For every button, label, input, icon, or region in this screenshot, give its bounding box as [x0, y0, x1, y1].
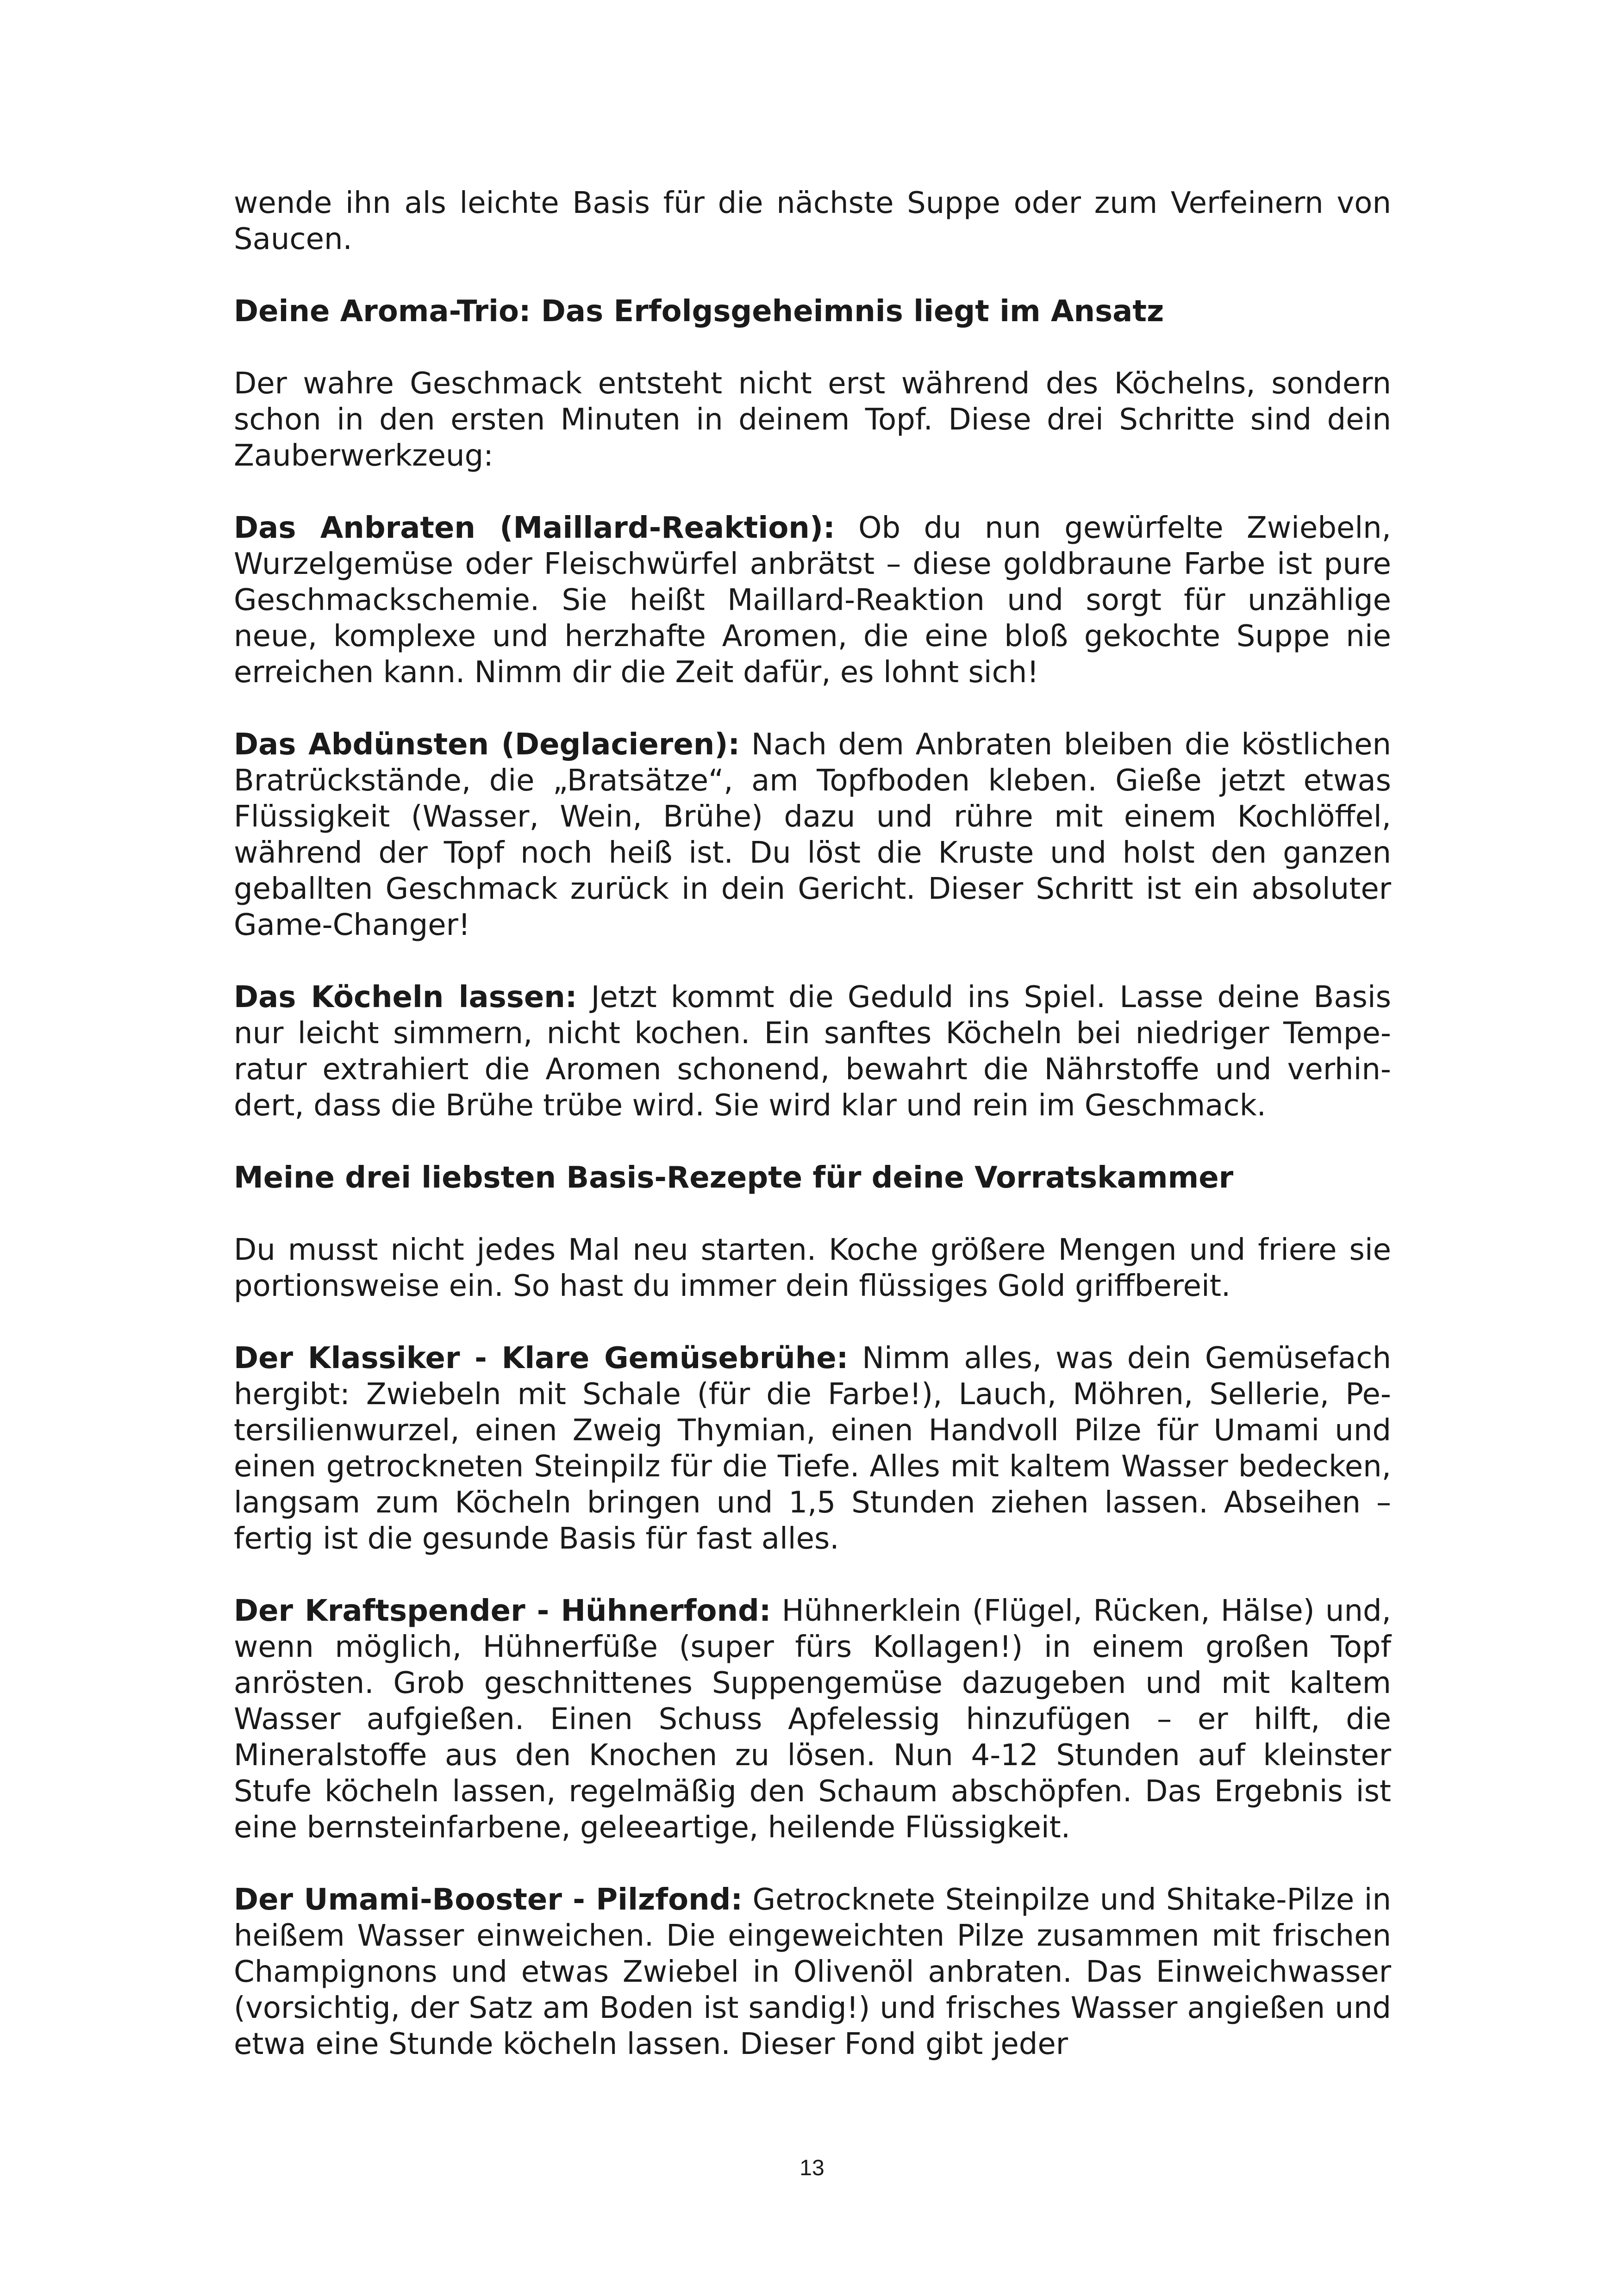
paragraph-lead: Der Kraftspender - Hühnerfond: — [234, 1594, 771, 1628]
paragraph-abduensten — [234, 727, 1391, 943]
paragraph-lead: Der Umami-Booster - Pilzfond: — [234, 1883, 743, 1917]
paragraph-body: Hühnerklein (Flügel, Rücken, Hälse) und, wenn möglich, Hühnerfüße (super fürs Kollagen!) in einem großen Topf anrösten. Grob geschnittenes Suppengemüse dazugeben und mit kaltem Wasser aufgießen. Einen Schuss Apfelessig hinzufügen – er hilft, die Mineralstoffe aus den Knochen zu lösen. Nun 4-12 Stunden auf kleinster Stufe köcheln lassen, regelmäßig den Schaum abschöpfen. Das Ergebnis ist eine bernsteinfarbene, geleeartige, heilende Flüssigkeit. — [234, 1594, 1392, 1845]
paragraph-pilzfond — [234, 1882, 1391, 2062]
continuation-paragraph: wende ihn als leichte Basis für die nächste Suppe oder zum Verfeinern von Saucen. — [234, 186, 1391, 256]
paragraph-lead: Der Klassiker - Klare Gemüsebrühe: — [234, 1341, 849, 1375]
section-heading-basis-rezepte: Meine drei liebsten Basis-Rezepte für deine Vorratskammer — [234, 1161, 1234, 1195]
section-intro-aroma-trio: Der wahre Geschmack entsteht nicht erst während des Köchelns, sondern schon in den ersten Minuten in deinem Topf. Diese drei Schritte sind dein Zauberwerkzeug: — [234, 367, 1391, 473]
paragraph-lead: Das Anbraten (Maillard-Reaktion): — [234, 511, 835, 545]
document-page — [234, 185, 1391, 2098]
section-heading-aroma-trio: Deine Aroma-Trio: Das Erfolgsgeheimnis liegt im Ansatz — [234, 294, 1164, 329]
paragraph-lead: Das Köcheln lassen: — [234, 980, 577, 1014]
paragraph-body: Nimm alles, was dein Gemüsefach hergibt: Zwiebeln mit Schale (für die Farbe!), Lauch, Möhren, Sellerie, Petersilienwurzel, einen Zweig Thymian, einen Handvoll Pilze für Umami und einen getrockneten Steinpilz für die Tiefe. Alles mit kaltem Wasser bedecken, langsam zum Köcheln bringen und 1,5 Stunden ziehen lassen. Abseihen – fertig ist die gesunde Basis für fast alles. — [234, 1341, 1392, 1556]
paragraph-huehnerfond — [234, 1593, 1391, 1846]
paragraph-lead: Das Abdünsten (Deglacieren): — [234, 728, 740, 762]
paragraph-body: Getrocknete Steinpilze und Shitake-Pilze in heißem Wasser einweichen. Die eingeweichten Pilze zusammen mit frischen Champignons und etwas Zwiebel in Olivenöl anbraten. Das Einweichwasser (vorsichtig, der Satz am Boden ist sandig!) und frisches Wasser angießen und etwa eine Stunde köcheln lassen. Dieser Fond gibt jeder — [234, 1883, 1392, 2061]
paragraph-koecheln — [234, 979, 1391, 1124]
page-number: 13 — [800, 2156, 824, 2180]
section-intro-basis-rezepte: Du musst nicht jedes Mal neu starten. Koche größere Mengen und friere sie portionsweise ein. So hast du immer dein flüssiges Gold griffbereit. — [234, 1233, 1391, 1303]
paragraph-anbraten — [234, 510, 1391, 691]
paragraph-body: Ob du nun gewürfelte Zwiebeln, Wurzelgemüse oder Fleischwürfel anbrätst – diese goldbraune Farbe ist pure Geschmackschemie. Sie heißt Maillard-Reaktion und sorgt für unzählige neue, komplexe und herzhafte Aromen, die eine bloß gekochte Suppe nie erreichen kann. Nimm dir die Zeit dafür, es lohnt sich! — [234, 511, 1392, 690]
paragraph-body: Nach dem Anbraten bleiben die köstlichen Bratrückstände, die „Bratsätze“, am Topfboden kleben. Gieße jetzt etwas Flüssigkeit (Wasser, Wein, Brühe) dazu und rühre mit einem Kochlöffel, während der Topf noch heiß ist. Du löst die Kruste und holst den ganzen geballten Geschmack zurück in dein Gericht. Dieser Schritt ist ein absoluter Game-Changer! — [234, 728, 1392, 942]
paragraph-gemuesebruehe — [234, 1340, 1391, 1557]
paragraph-body: Jetzt kommt die Geduld ins Spiel. Lasse deine Basis nur leicht simmern, nicht kochen. Ein sanftes Köcheln bei niedriger Temperatur extrahiert die Aromen schonend, bewahrt die Nährstoffe und verhindert, dass die Brühe trübe wird. Sie wird klar und rein im Geschmack. — [234, 980, 1392, 1123]
